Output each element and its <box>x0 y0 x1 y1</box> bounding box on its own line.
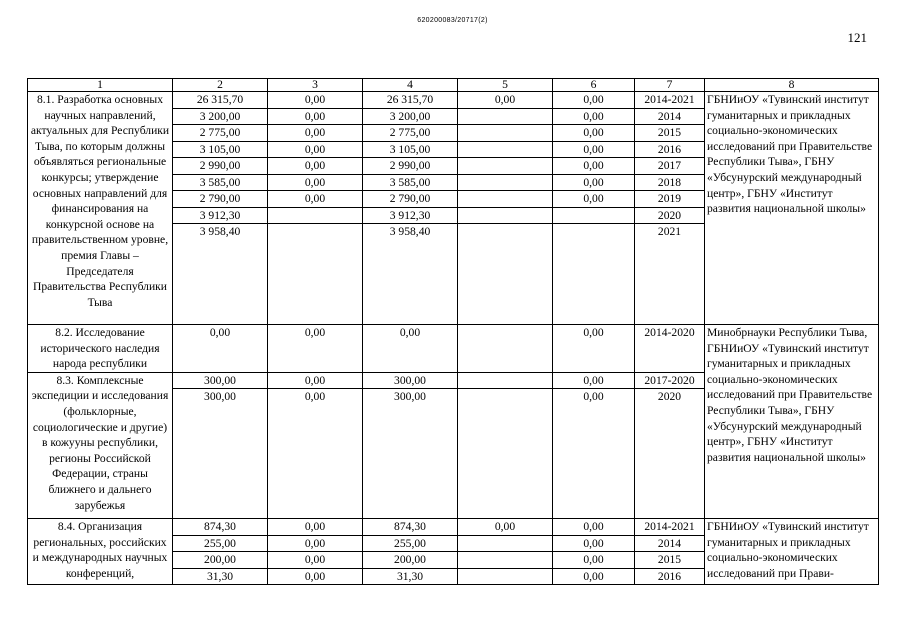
amount-cell <box>268 207 363 224</box>
document-id: 620200083/20717(2) <box>417 17 488 24</box>
amount-cell: 3 912,30 <box>173 207 268 224</box>
amount-cell: 0,00 <box>553 535 635 552</box>
amount-cell <box>553 224 635 325</box>
amount-cell: 3 958,40 <box>173 224 268 325</box>
amount-cell: 200,00 <box>173 552 268 569</box>
amount-cell: 3 585,00 <box>173 174 268 191</box>
amount-cell: 3 105,00 <box>173 141 268 158</box>
activity-title: 8.4. Организация региональных, российских и международных научных конференций, <box>28 519 173 585</box>
amount-cell: 255,00 <box>173 535 268 552</box>
table-row <box>28 519 879 536</box>
amount-cell: 0,00 <box>458 92 553 109</box>
amount-cell <box>458 389 553 519</box>
year-cell: 2014-2020 <box>635 325 705 373</box>
amount-cell: 0,00 <box>268 519 363 536</box>
amount-cell <box>458 158 553 175</box>
amount-cell: 0,00 <box>268 535 363 552</box>
amount-cell: 0,00 <box>268 141 363 158</box>
amount-cell: 0,00 <box>173 325 268 373</box>
header-row <box>28 79 879 92</box>
amount-cell: 2 775,00 <box>173 125 268 142</box>
amount-cell: 26 315,70 <box>173 92 268 109</box>
amount-cell: 2 790,00 <box>173 191 268 208</box>
amount-cell: 300,00 <box>363 372 458 389</box>
year-cell: 2014 <box>635 108 705 125</box>
header-cell: 5 <box>458 79 553 92</box>
header-cell: 6 <box>553 79 635 92</box>
year-cell: 2020 <box>635 389 705 519</box>
amount-cell: 3 200,00 <box>173 108 268 125</box>
amount-cell <box>458 224 553 325</box>
year-cell: 2018 <box>635 174 705 191</box>
amount-cell: 2 790,00 <box>363 191 458 208</box>
amount-cell <box>458 552 553 569</box>
amount-cell: 0,00 <box>553 141 635 158</box>
amount-cell <box>458 568 553 585</box>
amount-cell: 2 990,00 <box>363 158 458 175</box>
amount-cell: 2 990,00 <box>173 158 268 175</box>
amount-cell <box>268 224 363 325</box>
amount-cell: 0,00 <box>553 108 635 125</box>
amount-cell: 0,00 <box>268 158 363 175</box>
table-row <box>28 325 879 373</box>
program-table <box>27 78 879 585</box>
amount-cell: 0,00 <box>268 108 363 125</box>
amount-cell: 0,00 <box>553 125 635 142</box>
activity-title: 8.3. Комплексные экспедиции и исследования (фольклорные, социологические и другие) в кожууны республики, регионы Российской Федерации, страны ближнего и дальнего зарубежья <box>28 372 173 519</box>
amount-cell: 0,00 <box>458 519 553 536</box>
amount-cell: 0,00 <box>268 325 363 373</box>
header-cell: 3 <box>268 79 363 92</box>
amount-cell: 3 200,00 <box>363 108 458 125</box>
amount-cell: 0,00 <box>553 389 635 519</box>
amount-cell: 874,30 <box>363 519 458 536</box>
amount-cell <box>458 535 553 552</box>
header-cell: 4 <box>363 79 458 92</box>
amount-cell: 0,00 <box>268 191 363 208</box>
amount-cell: 874,30 <box>173 519 268 536</box>
amount-cell: 0,00 <box>553 174 635 191</box>
amount-cell <box>458 325 553 373</box>
activity-title: 8.2. Исследование исторического наследия народа республики <box>28 325 173 373</box>
amount-cell: 0,00 <box>553 191 635 208</box>
amount-cell: 0,00 <box>553 92 635 109</box>
amount-cell <box>458 125 553 142</box>
amount-cell: 3 958,40 <box>363 224 458 325</box>
year-cell: 2017-2020 <box>635 372 705 389</box>
amount-cell <box>458 174 553 191</box>
amount-cell: 0,00 <box>268 125 363 142</box>
amount-cell: 3 105,00 <box>363 141 458 158</box>
header-cell: 7 <box>635 79 705 92</box>
amount-cell: 31,30 <box>173 568 268 585</box>
header-cell: 8 <box>705 79 879 92</box>
year-cell: 2016 <box>635 568 705 585</box>
amount-cell: 0,00 <box>553 519 635 536</box>
year-cell: 2021 <box>635 224 705 325</box>
amount-cell: 0,00 <box>553 158 635 175</box>
amount-cell <box>553 207 635 224</box>
amount-cell: 31,30 <box>363 568 458 585</box>
amount-cell: 0,00 <box>363 325 458 373</box>
amount-cell <box>458 108 553 125</box>
amount-cell: 300,00 <box>173 389 268 519</box>
amount-cell: 0,00 <box>268 389 363 519</box>
page-number: 121 <box>847 30 867 45</box>
amount-cell: 200,00 <box>363 552 458 569</box>
year-cell: 2019 <box>635 191 705 208</box>
amount-cell: 0,00 <box>268 92 363 109</box>
amount-cell: 0,00 <box>268 174 363 191</box>
activity-title: 8.1. Разработка основных научных направлений, актуальных для Республики Тыва, по которым должны объявляться региональные конкурсы; утверждение основных направлений для финансирования на конкурсной основе на правительственном уровне, премия Главы – Председателя Правительства Республики Тыва <box>28 92 173 325</box>
table-row <box>28 92 879 109</box>
responsible-executor: ГБНИиОУ «Тувинский институт гуманитарных и прикладных социально-экономических исследований при Правительстве Республики Тыва», ГБНУ «Убсунурский международный центр», ГБНУ «Институт развития национальной школы» <box>705 92 879 325</box>
year-cell: 2020 <box>635 207 705 224</box>
amount-cell: 3 585,00 <box>363 174 458 191</box>
header-cell: 2 <box>173 79 268 92</box>
year-cell: 2015 <box>635 125 705 142</box>
year-cell: 2016 <box>635 141 705 158</box>
year-cell: 2017 <box>635 158 705 175</box>
amount-cell <box>458 207 553 224</box>
amount-cell: 0,00 <box>553 372 635 389</box>
amount-cell: 0,00 <box>553 325 635 373</box>
header-cell: 1 <box>28 79 173 92</box>
year-cell: 2014-2021 <box>635 92 705 109</box>
amount-cell: 255,00 <box>363 535 458 552</box>
amount-cell: 300,00 <box>363 389 458 519</box>
amount-cell: 0,00 <box>553 568 635 585</box>
amount-cell: 0,00 <box>268 552 363 569</box>
amount-cell <box>458 141 553 158</box>
amount-cell: 3 912,30 <box>363 207 458 224</box>
amount-cell: 300,00 <box>173 372 268 389</box>
year-cell: 2014 <box>635 535 705 552</box>
amount-cell: 26 315,70 <box>363 92 458 109</box>
amount-cell: 0,00 <box>268 372 363 389</box>
responsible-executor: Минобрнауки Республики Тыва, ГБНИиОУ «Тувинский институт гуманитарных и прикладных социально-экономических исследований при Правительстве Республики Тыва», ГБНУ «Убсунурский международный центр», ГБНУ «Институт развития национальной школы» <box>705 325 879 519</box>
amount-cell: 0,00 <box>553 552 635 569</box>
responsible-executor: ГБНИиОУ «Тувинский институт гуманитарных и прикладных социально-экономических исследований при Прави- <box>705 519 879 585</box>
year-cell: 2015 <box>635 552 705 569</box>
year-cell: 2014-2021 <box>635 519 705 536</box>
amount-cell <box>458 372 553 389</box>
amount-cell: 2 775,00 <box>363 125 458 142</box>
amount-cell: 0,00 <box>268 568 363 585</box>
amount-cell <box>458 191 553 208</box>
